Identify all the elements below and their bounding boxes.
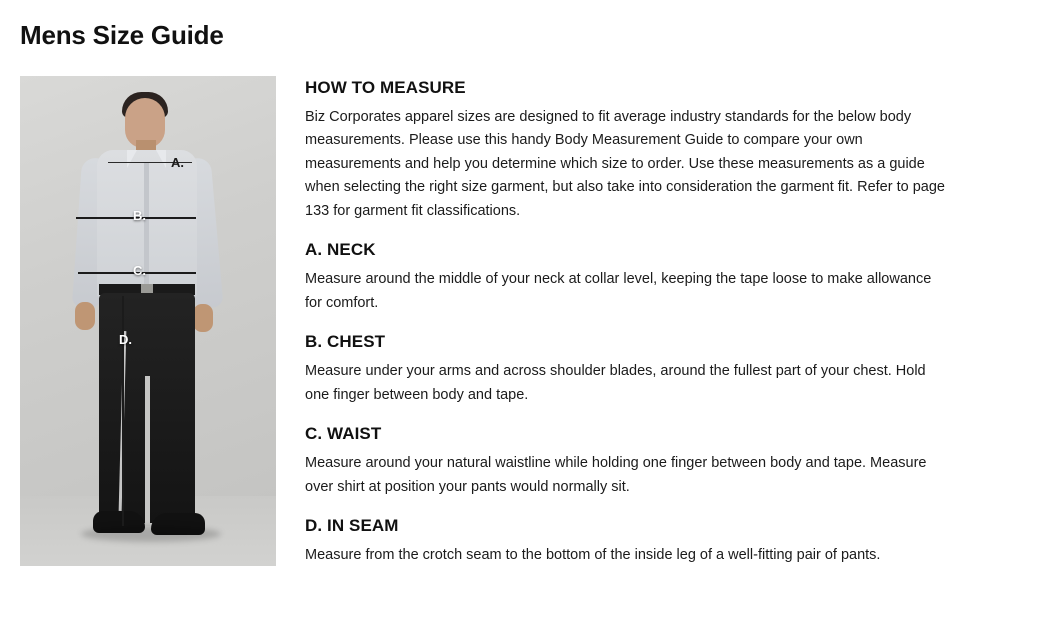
section-chest — [305, 332, 1018, 407]
section-body: Measure from the crotch seam to the bottom of the inside leg of a well-fitting pair of pants. — [305, 547, 881, 564]
guide-label-chest: B. — [133, 208, 146, 223]
section-body: Measure around the middle of your neck at collar level, keeping the tape loose to make allowance for comfort. — [305, 271, 932, 311]
guide-label-neck: A. — [171, 155, 184, 170]
section-waist — [305, 424, 1018, 499]
section-body: Measure under your arms and across shoulder blades, around the fullest part of your chest. Hold one finger between body and tape. — [305, 363, 926, 403]
section-body: Biz Corporates apparel sizes are designed to fit average industry standards for the below body measurements. Please use this handy Body Measurement Guide to compare your own measurements and help you determine which size to order. Use these measurements as a guide when selecting the right size garment, but also take into consideration the garment fit. Refer to page 133 for garment fit classifications. — [305, 109, 945, 219]
section-heading: C. WAIST — [305, 424, 382, 444]
section-heading: B. CHEST — [305, 332, 386, 352]
section-body: Measure around your natural waistline while holding one finger between body and tape. Measure over shirt at position your pants would normally sit. — [305, 455, 927, 495]
mens-measurement-diagram — [20, 76, 276, 566]
model-left-hand — [75, 302, 95, 330]
model-shadow — [81, 526, 221, 542]
section-neck — [305, 240, 1018, 315]
section-in-seam — [305, 516, 1018, 567]
model-illustration — [53, 76, 243, 566]
section-heading: HOW TO MEASURE — [305, 78, 466, 97]
section-heading: A. NECK — [305, 240, 376, 260]
section-how-to-measure — [305, 78, 1018, 223]
instructions-column — [276, 76, 1018, 568]
guide-label-inseam: D. — [119, 332, 132, 347]
guide-label-waist: C. — [133, 263, 146, 278]
guide-line-inseam — [122, 296, 124, 526]
section-heading: D. IN SEAM — [305, 516, 399, 536]
model-collar-left — [127, 150, 137, 168]
model-right-hand — [193, 304, 213, 332]
page-title: Mens Size Guide — [20, 20, 224, 50]
model-collar-right — [156, 150, 166, 168]
model-leg-gap — [145, 376, 150, 526]
content-area — [20, 76, 1018, 568]
size-guide-page — [0, 10, 1038, 631]
